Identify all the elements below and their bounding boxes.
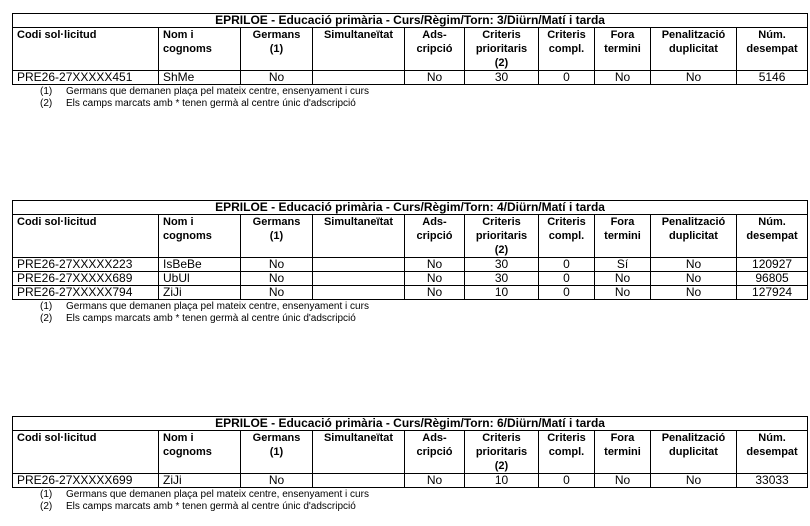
column-header-num: Núm. desempat [737, 431, 808, 474]
column-header-simult: Simultaneïtat [313, 28, 405, 71]
table-row [13, 258, 808, 272]
cell-germans: No [241, 258, 313, 272]
column-header-compl: Criteris compl. [539, 215, 595, 258]
column-header-ads: Ads- cripció [405, 431, 465, 474]
cell-codi: PRE26-27XXXXX223 [13, 258, 159, 272]
cell-crit: 30 [465, 258, 539, 272]
cell-simult [313, 272, 405, 286]
cell-fora: No [595, 286, 651, 300]
footnote [40, 313, 807, 325]
cell-ads: No [405, 286, 465, 300]
cell-fora: No [595, 272, 651, 286]
column-header-codi: Codi sol·licitud [13, 28, 159, 71]
header-row [13, 28, 808, 71]
section-title: EPRILOE - Educació primària - Curs/Règim/Torn: 6/Diürn/Matí i tarda [13, 417, 808, 431]
footnote-number: (2) [40, 98, 53, 109]
cell-nom: IsBeBe [159, 258, 241, 272]
footnote-text: Els camps marcats amb * tenen germà al centre únic d'adscripció [66, 98, 356, 109]
column-header-fora: Fora termini [595, 215, 651, 258]
footnote-text: Els camps marcats amb * tenen germà al centre únic d'adscripció [66, 501, 356, 512]
cell-penal: No [651, 286, 737, 300]
column-header-nom: Nom i cognoms [159, 215, 241, 258]
footnote-text: Germans que demanen plaça pel mateix centre, ensenyament i curs [66, 86, 369, 97]
section-title: EPRILOE - Educació primària - Curs/Règim/Torn: 4/Diürn/Matí i tarda [13, 201, 808, 215]
report-section [12, 200, 807, 325]
footnote-number: (2) [40, 501, 53, 512]
header-row [13, 431, 808, 474]
column-header-codi: Codi sol·licitud [13, 431, 159, 474]
cell-simult [313, 286, 405, 300]
cell-germans: No [241, 71, 313, 85]
report-section [12, 416, 807, 513]
cell-nom: UbUl [159, 272, 241, 286]
column-header-ads: Ads- cripció [405, 215, 465, 258]
section-title: EPRILOE - Educació primària - Curs/Règim/Torn: 3/Diürn/Matí i tarda [13, 14, 808, 28]
cell-crit: 30 [465, 272, 539, 286]
cell-compl: 0 [539, 272, 595, 286]
cell-ads: No [405, 71, 465, 85]
cell-penal: No [651, 474, 737, 488]
cell-codi: PRE26-27XXXXX794 [13, 286, 159, 300]
footnote [40, 86, 807, 98]
column-header-germans: Germans (1) [241, 28, 313, 71]
cell-crit: 10 [465, 286, 539, 300]
column-header-germans: Germans (1) [241, 431, 313, 474]
cell-ads: No [405, 258, 465, 272]
column-header-crit: Criteris prioritaris (2) [465, 215, 539, 258]
column-header-penal: Penalització duplicitat [651, 28, 737, 71]
footnote [40, 98, 807, 110]
column-header-penal: Penalització duplicitat [651, 215, 737, 258]
footnote-number: (2) [40, 313, 53, 324]
cell-ads: No [405, 474, 465, 488]
footnote-number: (1) [40, 301, 53, 312]
footnote-text: Germans que demanen plaça pel mateix centre, ensenyament i curs [66, 489, 369, 500]
column-header-fora: Fora termini [595, 431, 651, 474]
footnotes [12, 489, 807, 513]
cell-num: 33033 [737, 474, 808, 488]
column-header-codi: Codi sol·licitud [13, 215, 159, 258]
footnotes [12, 86, 807, 110]
cell-ads: No [405, 272, 465, 286]
footnote-text: Els camps marcats amb * tenen germà al centre únic d'adscripció [66, 313, 356, 324]
footnote [40, 501, 807, 513]
table-row [13, 286, 808, 300]
column-header-compl: Criteris compl. [539, 431, 595, 474]
cell-compl: 0 [539, 474, 595, 488]
column-header-simult: Simultaneïtat [313, 215, 405, 258]
cell-compl: 0 [539, 286, 595, 300]
cell-penal: No [651, 272, 737, 286]
cell-compl: 0 [539, 71, 595, 85]
cell-fora: No [595, 474, 651, 488]
results-table [12, 13, 808, 85]
table-row [13, 474, 808, 488]
column-header-compl: Criteris compl. [539, 28, 595, 71]
cell-penal: No [651, 71, 737, 85]
cell-num: 96805 [737, 272, 808, 286]
column-header-num: Núm. desempat [737, 215, 808, 258]
column-header-num: Núm. desempat [737, 28, 808, 71]
cell-nom: ShMe [159, 71, 241, 85]
cell-germans: No [241, 474, 313, 488]
column-header-crit: Criteris prioritaris (2) [465, 28, 539, 71]
header-row [13, 215, 808, 258]
footnote [40, 301, 807, 313]
table-row [13, 272, 808, 286]
footnote-number: (1) [40, 489, 53, 500]
column-header-ads: Ads- cripció [405, 28, 465, 71]
cell-fora: Sí [595, 258, 651, 272]
cell-fora: No [595, 71, 651, 85]
column-header-simult: Simultaneïtat [313, 431, 405, 474]
column-header-nom: Nom i cognoms [159, 431, 241, 474]
cell-nom: ZiJi [159, 286, 241, 300]
column-header-penal: Penalització duplicitat [651, 431, 737, 474]
column-header-fora: Fora termini [595, 28, 651, 71]
cell-crit: 10 [465, 474, 539, 488]
footnote [40, 489, 807, 501]
footnotes [12, 301, 807, 325]
cell-germans: No [241, 286, 313, 300]
cell-num: 127924 [737, 286, 808, 300]
column-header-crit: Criteris prioritaris (2) [465, 431, 539, 474]
footnote-number: (1) [40, 86, 53, 97]
cell-nom: ZiJi [159, 474, 241, 488]
column-header-germans: Germans (1) [241, 215, 313, 258]
cell-penal: No [651, 258, 737, 272]
cell-codi: PRE26-27XXXXX451 [13, 71, 159, 85]
report-section [12, 13, 807, 110]
table-row [13, 71, 808, 85]
cell-num: 120927 [737, 258, 808, 272]
cell-codi: PRE26-27XXXXX689 [13, 272, 159, 286]
cell-crit: 30 [465, 71, 539, 85]
cell-simult [313, 71, 405, 85]
cell-num: 5146 [737, 71, 808, 85]
cell-simult [313, 258, 405, 272]
column-header-nom: Nom i cognoms [159, 28, 241, 71]
footnote-text: Germans que demanen plaça pel mateix centre, ensenyament i curs [66, 301, 369, 312]
cell-codi: PRE26-27XXXXX699 [13, 474, 159, 488]
results-table [12, 416, 808, 488]
results-table [12, 200, 808, 300]
cell-germans: No [241, 272, 313, 286]
cell-compl: 0 [539, 258, 595, 272]
cell-simult [313, 474, 405, 488]
